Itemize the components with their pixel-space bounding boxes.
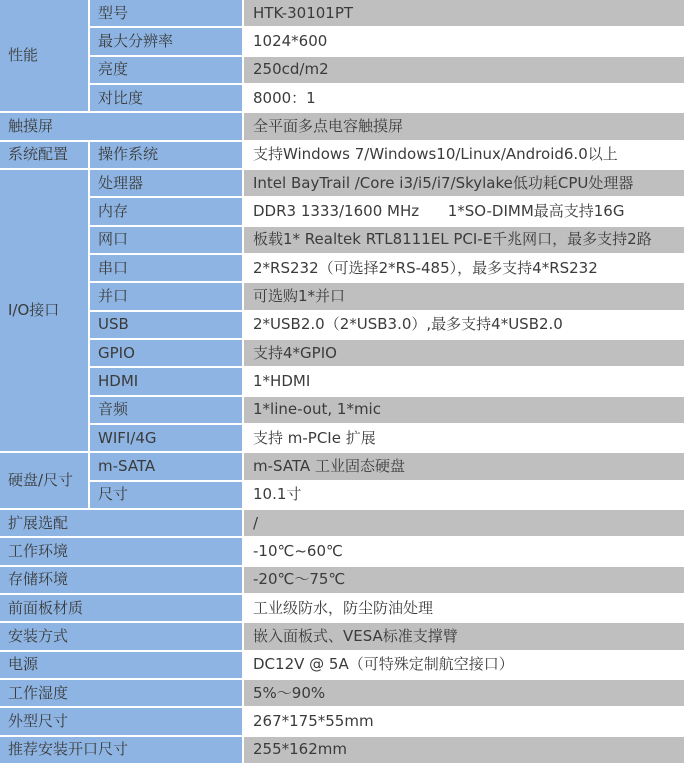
category-cell: 触摸屏	[0, 113, 242, 139]
category-cell: 性能	[0, 0, 88, 111]
value-cell: /	[244, 510, 684, 536]
value-cell: -20℃～75℃	[244, 567, 684, 593]
value-cell: 支持4*GPIO	[244, 340, 684, 366]
category-cell: 工作湿度	[0, 680, 242, 706]
value-cell: -10℃~60℃	[244, 538, 684, 564]
value-cell: 2*USB2.0（2*USB3.0）,最多支持4*USB2.0	[244, 312, 684, 338]
sub-label-cell: 网口	[90, 227, 242, 253]
value-cell: 10.1寸	[244, 482, 684, 508]
sub-label-cell: 型号	[90, 0, 242, 26]
sub-label-cell: 对比度	[90, 85, 242, 111]
value-cell: 2*RS232（可选择2*RS-485），最多支持4*RS232	[244, 255, 684, 281]
sub-label-cell: 并口	[90, 283, 242, 309]
value-cell: 1*line-out, 1*mic	[244, 397, 684, 423]
sub-label-cell: 处理器	[90, 170, 242, 196]
category-cell: 扩展选配	[0, 510, 242, 536]
sub-label-cell: 最大分辨率	[90, 28, 242, 54]
value-cell: 5%～90%	[244, 680, 684, 706]
category-cell: 电源	[0, 652, 242, 678]
value-cell: Intel BayTrail /Core i3/i5/i7/Skylake低功耗CPU处理器	[244, 170, 684, 196]
value-cell: 267*175*55mm	[244, 708, 684, 734]
category-cell: 存储环境	[0, 567, 242, 593]
sub-label-cell: 串口	[90, 255, 242, 281]
category-cell: 硬盘/尺寸	[0, 453, 88, 508]
value-cell: 支持 m-PCIe 扩展	[244, 425, 684, 451]
value-cell: m-SATA 工业固态硬盘	[244, 453, 684, 479]
value-cell: 板载1* Realtek RTL8111EL PCI-E千兆网口，最多支持2路	[244, 227, 684, 253]
sub-label-cell: USB	[90, 312, 242, 338]
category-cell: 工作环境	[0, 538, 242, 564]
value-cell: 1024*600	[244, 28, 684, 54]
value-cell: 全平面多点电容触摸屏	[244, 113, 684, 139]
value-cell: 工业级防水，防尘防油处理	[244, 595, 684, 621]
category-cell: 系统配置	[0, 142, 88, 168]
value-cell: 可选购1*并口	[244, 283, 684, 309]
value-cell: 嵌入面板式、VESA标准支撑臂	[244, 623, 684, 649]
category-cell: 推荐安装开口尺寸	[0, 737, 242, 763]
sub-label-cell: m-SATA	[90, 453, 242, 479]
sub-label-cell: 亮度	[90, 57, 242, 83]
value-cell: 支持Windows 7/Windows10/Linux/Android6.0以上	[244, 142, 684, 168]
value-cell: DDR3 1333/1600 MHz 1*SO-DIMM最高支持16G	[244, 198, 684, 224]
category-cell: 外型尺寸	[0, 708, 242, 734]
sub-label-cell: HDMI	[90, 368, 242, 394]
category-cell: 前面板材质	[0, 595, 242, 621]
value-cell: DC12V @ 5A（可特殊定制航空接口）	[244, 652, 684, 678]
category-cell: 安装方式	[0, 623, 242, 649]
sub-label-cell: 音频	[90, 397, 242, 423]
value-cell: HTK-30101PT	[244, 0, 684, 26]
category-cell: I/O接口	[0, 170, 88, 451]
sub-label-cell: 操作系统	[90, 142, 242, 168]
value-cell: 1*HDMI	[244, 368, 684, 394]
value-cell: 255*162mm	[244, 737, 684, 763]
value-cell: 250cd/m2	[244, 57, 684, 83]
value-cell: 8000：1	[244, 85, 684, 111]
sub-label-cell: WIFI/4G	[90, 425, 242, 451]
sub-label-cell: GPIO	[90, 340, 242, 366]
sub-label-cell: 尺寸	[90, 482, 242, 508]
sub-label-cell: 内存	[90, 198, 242, 224]
